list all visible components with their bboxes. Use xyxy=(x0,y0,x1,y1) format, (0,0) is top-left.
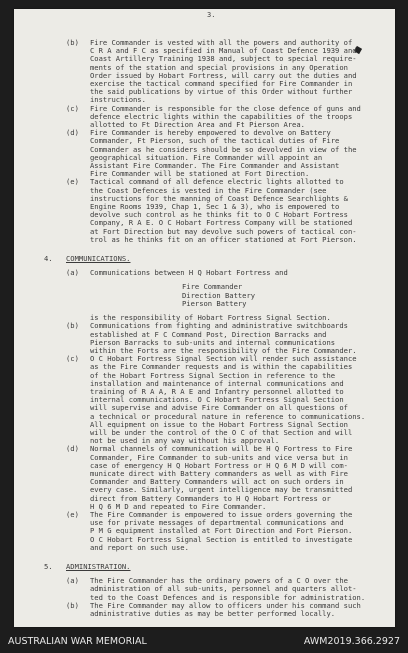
paragraph-text: Fire Commander is hereby empowered to devolve on Battery Commander, Ft Pierson, such of the tactical duties of Fire Commander as he considers should be so devolved in view of the geographical situation. Fire Commander will appoint an Assistant Fire Commander. The Fire Commander and Assistant Fire Commander will be stationed at Fort Direction. xyxy=(90,128,357,179)
paragraph-label: (e) xyxy=(66,177,79,187)
paragraph-text: Normal channels of communication will be H Q Fortress to Fire Commander, Fire Commander to sub-units and vice versa but in case of emergency H Q Hobart Fortress or H Q 6 M D will com- municate direct with Battery commanders as well as with Fire Commander and Battery Commanders will act on such orders in every case. Similarly, urgent intelligence may be transmitted direct from Battery Commanders to H Q Hobart Fortress or H Q 6 M D and repeated to Fire Commander. xyxy=(90,444,353,511)
paragraph-label: (a) xyxy=(66,576,79,586)
paragraph-3b xyxy=(66,39,379,105)
paragraph-5b xyxy=(66,602,379,618)
paragraph-text: Tactical command of all defence electric lights allotted to the Coast Defences is vested in the Fire Commander (see instructions for the manning of Coast Defence Searchlights & Engine Rooms 1939, Chap 1, Sec 1 & 3), who is empowered to devolve such control as he thinks fit to O C Hobart Fortress Company, R A E. O C Hobart Fortress Company will be stationed at Fort Direction but may devolve such powers of tactical con- trol as he thinks fit on an officer stationed at Fort Pierson. xyxy=(90,177,357,244)
document-page xyxy=(14,9,395,627)
page-number: 3. xyxy=(207,11,216,19)
section-title: ADMINISTRATION. xyxy=(66,561,131,571)
paragraph-text: Communications from fighting and administrative switchboards established at F C Command Post, Direction Barracks and Pierson Barracks to sub-units and internal communications within the Forts are the responsibility of the Fire Commander. xyxy=(90,321,357,355)
paragraph-4b xyxy=(66,322,379,355)
paragraph-label: (d) xyxy=(66,444,79,454)
section-heading-administration xyxy=(44,563,395,571)
paragraph-text: Communications between H Q Hobart Fortress and xyxy=(90,268,288,278)
paragraph-label: (a) xyxy=(66,268,79,278)
footer-institution: AUSTRALIAN WAR MEMORIAL xyxy=(8,636,147,647)
footer-accession-number: AWM2019.366.2927 xyxy=(303,636,400,647)
section-number: 5. xyxy=(44,561,53,571)
recipient-item: Direction Battery xyxy=(182,290,256,300)
paragraph-text: The Fire Commander may allow to officers under his command such administrative duties as may be better performed locally. xyxy=(90,600,361,618)
paragraph-label: (b) xyxy=(66,321,79,331)
paragraph-4d xyxy=(66,445,379,511)
paragraph-4a xyxy=(66,269,379,277)
paragraph-label: (c) xyxy=(66,103,79,113)
paragraph-3d xyxy=(66,129,379,178)
paragraph-4c xyxy=(66,355,379,445)
recipient-list xyxy=(66,283,379,308)
paragraph-label: (b) xyxy=(66,600,79,610)
paragraph-text: The Fire Commander has the ordinary powers of a C O over the administration of all sub-units, personnel and quarters allot- ted to the Coast Defences and is responsible for administration. xyxy=(90,576,366,602)
paragraph-3e xyxy=(66,178,379,244)
paragraph-3c xyxy=(66,105,379,130)
paragraph-label: (b) xyxy=(66,38,79,47)
paragraph-4e xyxy=(66,511,379,552)
archive-footer xyxy=(0,630,408,653)
recipient-item: Pierson Battery xyxy=(182,298,247,308)
paragraph-text: Fire Commander is responsible for the close defence of guns and defence electric lights within the capabilities of the troops allotted to Ft Direction Area and Ft Pierson Area. xyxy=(90,103,361,130)
paragraph-4a-tail: is the responsibility of Hobart Fortress Signal Section. xyxy=(90,313,331,323)
recipient-item: Fire Commander xyxy=(182,282,243,292)
section-title: COMMUNICATIONS. xyxy=(66,254,131,264)
section-number: 4. xyxy=(44,254,53,264)
paragraph-label: (c) xyxy=(66,354,79,364)
paragraph-text: Fire Commander is vested with all the powers and authority of C R A and F C as specified in Manual of Coast Defence 1939 and Coast Artillery Training 1938 and, subject to special require- ments of the station and special provisions in any Operation Order issued by Hobart Fortress, will carry out the duties and exercise the tactical command specified for Fire Commander in the said publications by virtue of this Order without further instructions. xyxy=(90,38,357,105)
paragraph-text: The Fire Commander is empowered to issue orders governing the use for private messages of departmental communications and P M G equipment installed at Fort Direction and Fort Pierson. O C Hobart Fortress Signal Section is entitled to investigate and report on such use. xyxy=(90,509,353,552)
paragraph-label: (d) xyxy=(66,128,79,138)
document-body xyxy=(14,39,395,618)
paragraph-text: O C Hobart Fortress Signal Section will render such assistance as the Fire Commander requests and is within the capabilities of the Hobart Fortress Signal Section in reference to the installation and maintenance of internal communications and training of R A A, R A E and Infantry personnel allotted to internal communications. O C Hobart Fortress Signal Section will supervise and advise Fire Commander on all questions of a technical or procedural nature in reference to communications. All equipment on issue to the Hobart Fortress Signal Section will be under the control of the O C of that Section and will not be used in any way without his approval. xyxy=(90,354,366,446)
paragraph-5a xyxy=(66,577,379,602)
paragraph-label: (e) xyxy=(66,509,79,519)
section-heading-communications xyxy=(44,255,395,263)
